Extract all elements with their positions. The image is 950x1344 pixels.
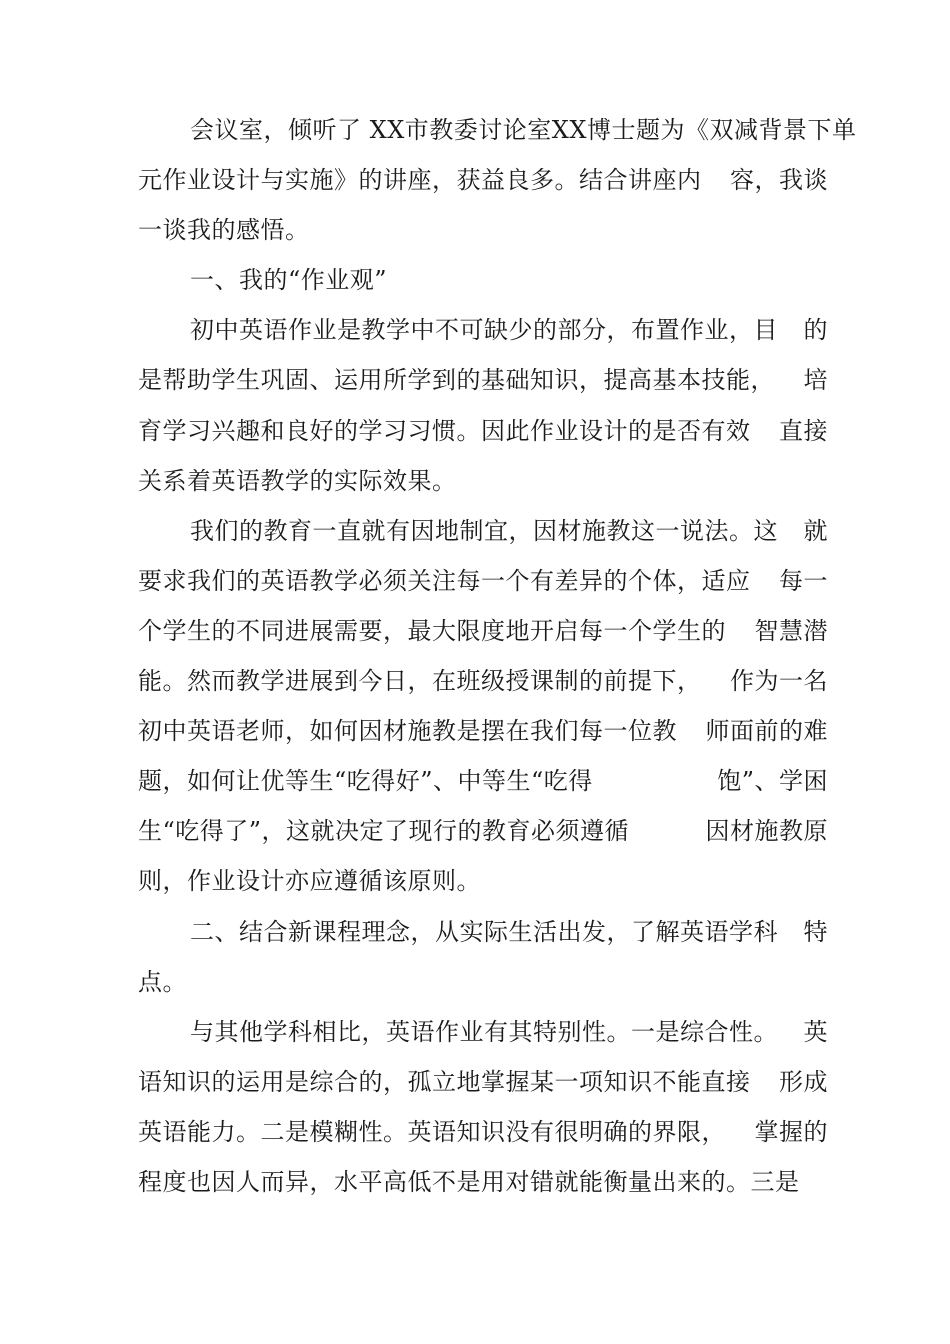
document-body xyxy=(138,113,857,1215)
text-segment: 与其他学科相比，英语作业有其特别性。一是综合性。 xyxy=(190,1017,778,1046)
text-line xyxy=(138,814,828,848)
text-segment: 一、我的“作业观” xyxy=(190,266,388,295)
text-segment: 能。然而教学进展到今日，在班级授课制的前提下， xyxy=(138,667,702,696)
text-segment: 智慧潜 xyxy=(754,616,828,645)
text-segment: 直接 xyxy=(779,416,828,445)
text-segment: 饱”、学困 xyxy=(717,767,828,796)
text-segment: 因材施教原 xyxy=(705,817,828,846)
text-line xyxy=(138,363,828,397)
text-segment: 语知识的运用是综合的，孤立地掌握某一项知识不能直接 xyxy=(138,1067,751,1096)
text-segment: 育学习兴趣和良好的学习习惯。因此作业设计的是否有效 xyxy=(138,416,751,445)
text-line xyxy=(138,1115,828,1149)
text-line xyxy=(138,764,828,798)
text-segment: 初中英语作业是教学中不可缺少的部分，布置作业，目 xyxy=(190,316,778,345)
text-line xyxy=(138,313,828,347)
text-segment: 二、结合新课程理念，从实际生活出发，了解英语学科 xyxy=(190,917,778,946)
text-segment: 英 xyxy=(803,1017,828,1046)
text-segment: 程度也因人而异，水平高低不是用对错就能衡量出来 xyxy=(138,1167,702,1196)
text-segment: 培 xyxy=(803,366,828,395)
text-line xyxy=(138,915,828,949)
text-line xyxy=(138,1065,828,1099)
text-line xyxy=(138,163,828,197)
text-segment: 特 xyxy=(803,917,828,946)
text-segment: 点。 xyxy=(138,967,187,996)
text-line xyxy=(138,213,828,247)
text-segment: 就 xyxy=(803,516,828,545)
text-line xyxy=(138,965,828,999)
text-segment: 则，作业设计亦应遵循该原则。 xyxy=(138,867,481,896)
text-segment: 我们的教育一直就有因地制宜，因材施教这一说法。这 xyxy=(190,516,778,545)
text-segment: 容，我谈 xyxy=(730,166,828,195)
text-line xyxy=(138,464,828,498)
text-segment: 的。三是 xyxy=(701,1167,800,1196)
text-segment: 关系着英语教学的实际效果。 xyxy=(138,466,457,495)
text-segment: 景下单 xyxy=(782,116,857,144)
text-line xyxy=(138,564,828,598)
text-segment: 形成 xyxy=(779,1067,828,1096)
text-line xyxy=(138,664,828,698)
text-segment: 一谈我的感悟。 xyxy=(138,216,310,245)
text-segment: 题，如何让优等生“吃得好”、中等生“吃得 xyxy=(138,767,593,796)
text-segment: 初中英语老师，如何因材施教是摆在我们每一位教 xyxy=(138,717,677,746)
text-segment: 的 xyxy=(803,316,828,345)
text-line xyxy=(138,263,828,297)
text-line xyxy=(138,714,828,748)
text-segment: 个学生的不同进展需要，最大限度地开启每一个学生的 xyxy=(138,616,726,645)
text-segment: 每一 xyxy=(779,566,828,595)
text-segment: 作为一名 xyxy=(730,667,828,696)
text-segment: 要求我们的英语教学必须关注每一个有差异的个体，适应 xyxy=(138,566,751,595)
text-segment: 师面前的难 xyxy=(705,717,828,746)
text-line xyxy=(138,113,857,147)
text-segment: 会议室，倾听了 XX市教委讨论室XX博士题为《双减背 xyxy=(190,116,783,144)
text-line xyxy=(138,1015,828,1049)
text-segment: 元作业设计与实施》的讲座，获益良多。结合讲座内 xyxy=(138,166,702,195)
text-line xyxy=(138,1165,828,1199)
text-line xyxy=(138,514,828,548)
text-segment: 是帮助学生巩固、运用所学到的基础知识，提高基本技能， xyxy=(138,366,775,395)
text-segment: 生“吃得了”，这就决定了现行的教育必须遵循 xyxy=(138,817,630,846)
text-line xyxy=(138,614,828,648)
text-segment: 英语能力。二是模糊性。英语知识没有很明确的界限， xyxy=(138,1117,726,1146)
text-segment: 掌握的 xyxy=(754,1117,828,1146)
text-line xyxy=(138,864,828,898)
text-line xyxy=(138,414,828,448)
